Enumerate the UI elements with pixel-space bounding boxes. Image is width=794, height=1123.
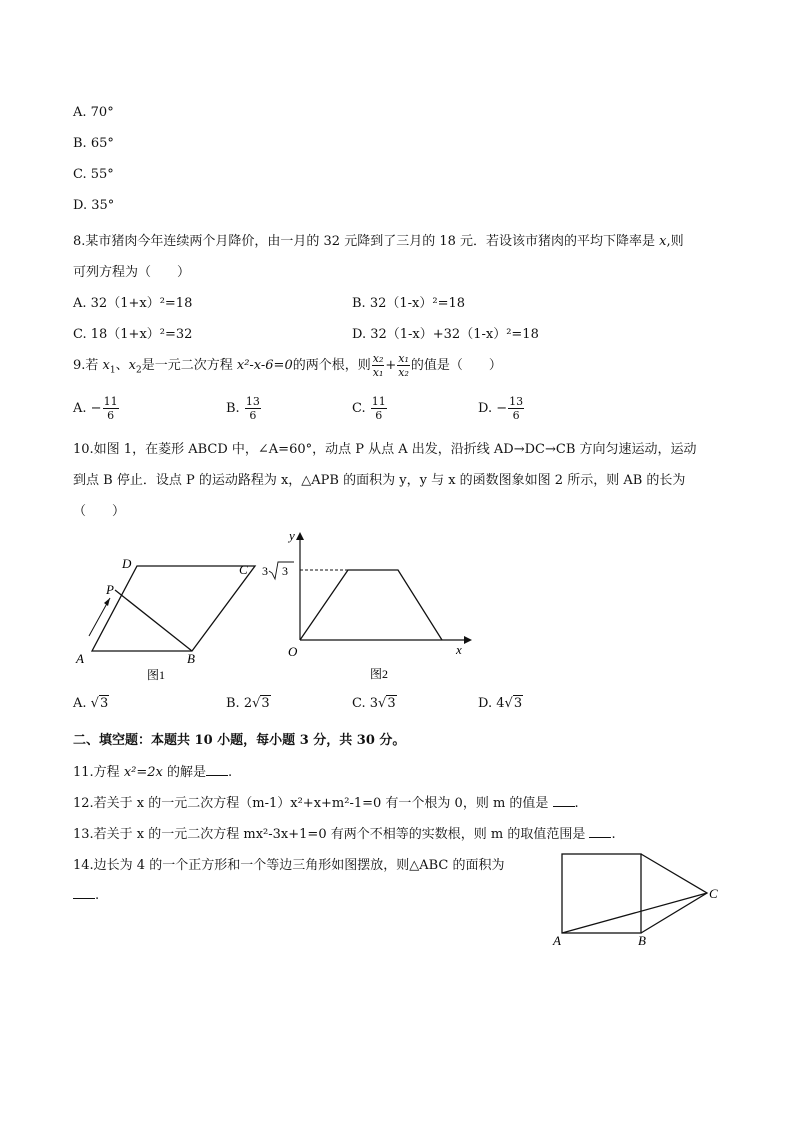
q8-stem-line2: 可列方程为（ ）	[73, 265, 191, 280]
q13-stem: 13.若关于 x 的一元二次方程 mx²-3x+1=0 有两个不相等的实数根，则 m 的取值范围是 .	[73, 827, 616, 842]
q9-fraction-a: $\frac{\text{x₂}}{\text{x₁}}$	[372, 352, 384, 379]
ymax-coefficient: 3	[262, 564, 268, 578]
label-a: A	[553, 933, 561, 948]
q9-equation: x²-x-6=0	[236, 358, 293, 373]
q8-option-b: B. 32（1-x）²=18	[352, 296, 466, 311]
q14-stem-line2: .	[73, 886, 99, 903]
section2-title: 二、填空题：本题共 10 小题，每小题 3 分，共 30 分。	[73, 733, 406, 748]
q11-answer-blank[interactable]	[206, 763, 228, 776]
q13-answer-blank[interactable]	[589, 825, 611, 838]
q8-option-a: A. 32（1+x）²=18	[73, 296, 193, 311]
q8-variable: x	[659, 234, 667, 249]
x-axis-arrow	[464, 636, 472, 644]
q10-figure1-rhombus	[70, 552, 260, 684]
q9-stem: 9.若 $x_1$、$x_2$是一元二次方程 x²-x-6=0的两个根，则 $\frac{\text{x₂}}{\text{x₁}}$ + $\frac{\text{x₁}}{\text{x₂}}$ 的值是（ ）	[73, 352, 502, 379]
q7-option-d: D. 35°	[73, 198, 115, 213]
q9-option-a: A. − $\frac{11}{6}$	[73, 395, 118, 422]
origin-label: O	[288, 644, 298, 659]
q10-figure2-graph	[258, 526, 478, 686]
q12-stem: 12.若关于 x 的一元二次方程（m-1）x²+x+m²-1=0 有一个根为 0，则 m 的值是 .	[73, 796, 579, 811]
q9-fraction-b: $\frac{\text{x₁}}{\text{x₂}}$	[398, 352, 409, 379]
q7-option-b: B. 65°	[73, 136, 114, 151]
rhombus-shape	[92, 566, 255, 651]
q8-option-d: D. 32（1-x）+32（1-x）²=18	[352, 327, 539, 342]
q9-post: 的值是（ ）	[410, 358, 502, 373]
q14-stem-line1: 14.边长为 4 的一个正方形和一个等边三角形如图摆放，则△ABC 的面积为	[73, 858, 505, 873]
q9-option-b: B. $\frac{13}{6}$	[226, 395, 260, 422]
q11-stem: 11.方程 x²=2x 的解是 .	[73, 765, 233, 780]
q10-stem-line3: （ ）	[73, 504, 126, 519]
y-axis-arrow	[296, 532, 304, 540]
q10-stem-line2: 到点 B 停止．设点 P 的运动路程为 x，△APB 的面积为 y，y 与 x 的函数图象如图 2 所示，则 AB 的长为	[73, 473, 686, 488]
function-curve	[300, 570, 442, 640]
label-b: B	[638, 933, 646, 948]
q12-answer-blank[interactable]	[553, 794, 575, 807]
q9-option-c: C. $\frac{11}{6}$	[352, 395, 386, 422]
q8-option-c: C. 18（1+x）²=32	[73, 327, 193, 342]
label-p: P	[106, 582, 114, 597]
y-axis-label: y	[289, 528, 295, 543]
square-shape	[562, 854, 641, 933]
q9-pre: 9.若	[73, 358, 103, 373]
q9-mid3: 的两个根，则	[292, 358, 371, 373]
q9-x2: x	[128, 358, 136, 373]
label-c: C	[709, 886, 718, 901]
q9-x1: x	[102, 358, 110, 373]
figure2-caption: 图2	[370, 667, 389, 681]
label-a: A	[76, 651, 84, 666]
q9-mid1: 、	[115, 358, 129, 373]
x-axis-label: x	[456, 642, 462, 657]
triangle-sides	[641, 854, 707, 933]
q8-stem-text: 8.某市猪肉今年连续两个月降价，由一月的 32 元降到了三月的 18 元．若设该市猪肉的平均下降率是	[73, 234, 660, 249]
label-b: B	[187, 651, 195, 666]
q7-option-c: C. 55°	[73, 167, 114, 182]
q9-option-d: D. − $\frac{13}{6}$	[478, 395, 524, 422]
label-d: D	[122, 556, 132, 571]
figure1-caption: 图1	[147, 668, 166, 682]
q14-answer-blank[interactable]	[73, 886, 95, 899]
q14-figure-square-triangle	[550, 846, 725, 950]
q10-option-b: B. 2√3	[226, 696, 270, 711]
q10-stem-line1: 10.如图 1，在菱形 ABCD 中，∠A=60°，动点 P 从点 A 出发，沿折线 AD→DC→CB 方向匀速运动，运动	[73, 442, 697, 457]
q10-option-c: C. 3√3	[352, 696, 396, 711]
label-c: C	[239, 562, 248, 577]
segment-pb	[115, 590, 192, 651]
q9-mid2: 是一元二次方程	[141, 358, 237, 373]
q8-stem-line1	[73, 230, 684, 249]
q8-stem-tail: ,则	[666, 234, 684, 249]
ymax-radicand: 3	[282, 564, 288, 578]
segment-ac	[562, 893, 707, 933]
q10-option-a: A. √3	[73, 696, 109, 711]
q10-option-d: D. 4√3	[478, 696, 523, 711]
q7-option-a: A. 70°	[73, 105, 114, 120]
motion-arrow-head	[104, 598, 110, 606]
